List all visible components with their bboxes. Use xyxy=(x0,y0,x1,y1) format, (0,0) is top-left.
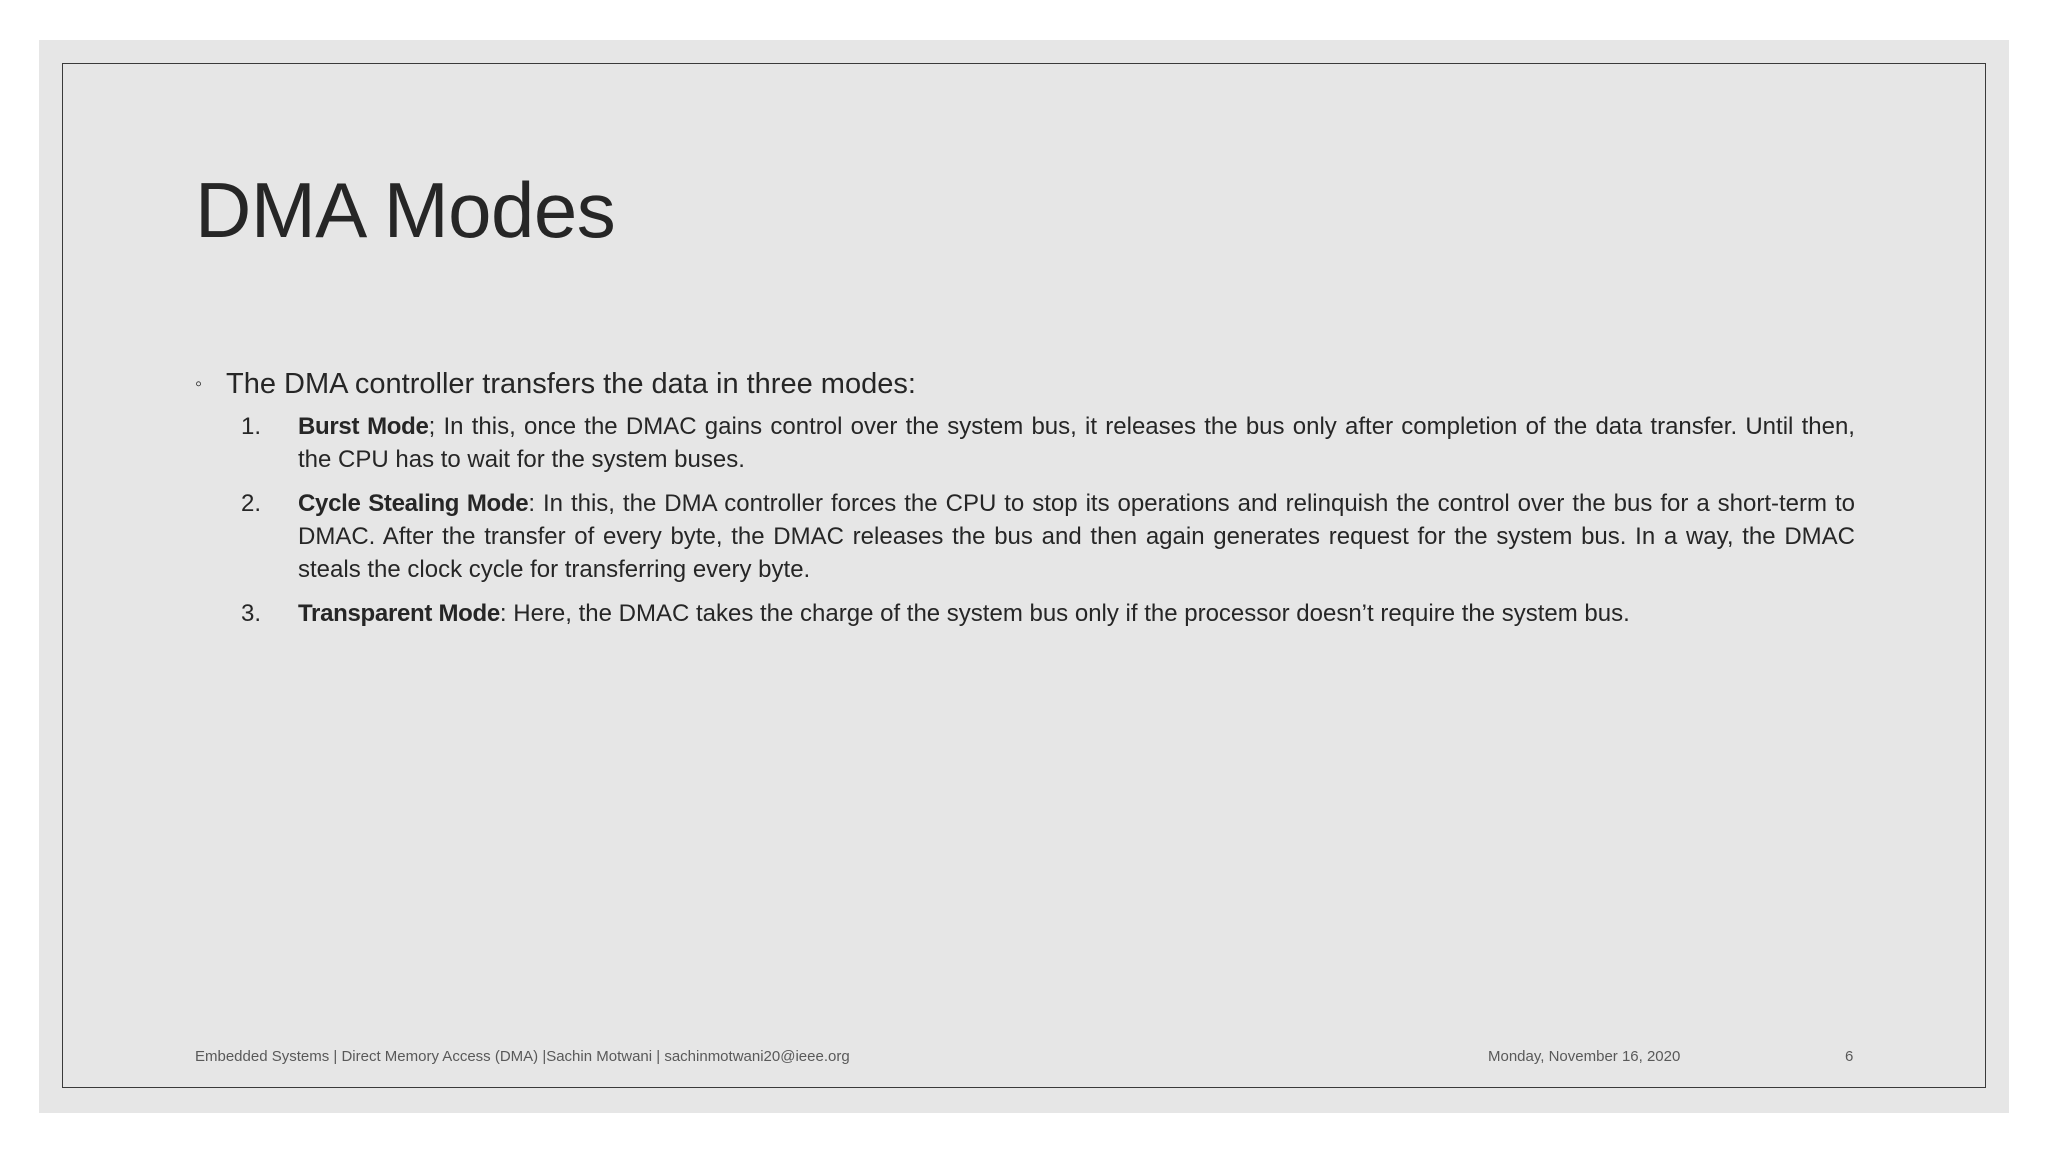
footer-page-number: 6 xyxy=(1845,1048,1854,1065)
mode-number: 3. xyxy=(241,600,262,627)
mode-item-cycle-stealing xyxy=(195,487,1855,586)
intro-bullet xyxy=(195,366,1855,402)
modes-list xyxy=(195,410,1855,630)
bullet-circle-icon: ◦ xyxy=(195,373,203,395)
mode-number: 1. xyxy=(241,413,262,440)
footer-date: Monday, November 16, 2020 xyxy=(1488,1048,1681,1065)
mode-item-burst xyxy=(195,410,1855,476)
mode-description: : In this, the DMA controller forces the CPU to stop its operations and relinquish the control over the bus for a short-term to DMAC. After the transfer of every byte, the DMAC releases the bus and then again generates request for the system bus. In a way, the DMAC steals the clock cycle for transferring every byte. xyxy=(298,490,1855,583)
mode-item-transparent xyxy=(195,597,1855,630)
slide-content xyxy=(195,366,1855,641)
mode-number: 2. xyxy=(241,490,262,517)
slide-title: DMA Modes xyxy=(195,166,616,254)
mode-description: : Here, the DMAC takes the charge of the system bus only if the processor doesn’t require the system bus. xyxy=(499,600,1630,627)
intro-text: The DMA controller transfers the data in three modes: xyxy=(226,368,916,400)
mode-description: ; In this, once the DMAC gains control over the system bus, it releases the bus only after completion of the data transfer. Until then, the CPU has to wait for the system buses. xyxy=(298,413,1855,473)
mode-name: Cycle Stealing Mode xyxy=(298,490,529,517)
footer-author-info: Embedded Systems | Direct Memory Access (DMA) |Sachin Motwani | sachinmotwani20@ieee.org xyxy=(195,1048,850,1065)
mode-name: Transparent Mode xyxy=(298,600,500,627)
mode-name: Burst Mode xyxy=(298,413,429,440)
